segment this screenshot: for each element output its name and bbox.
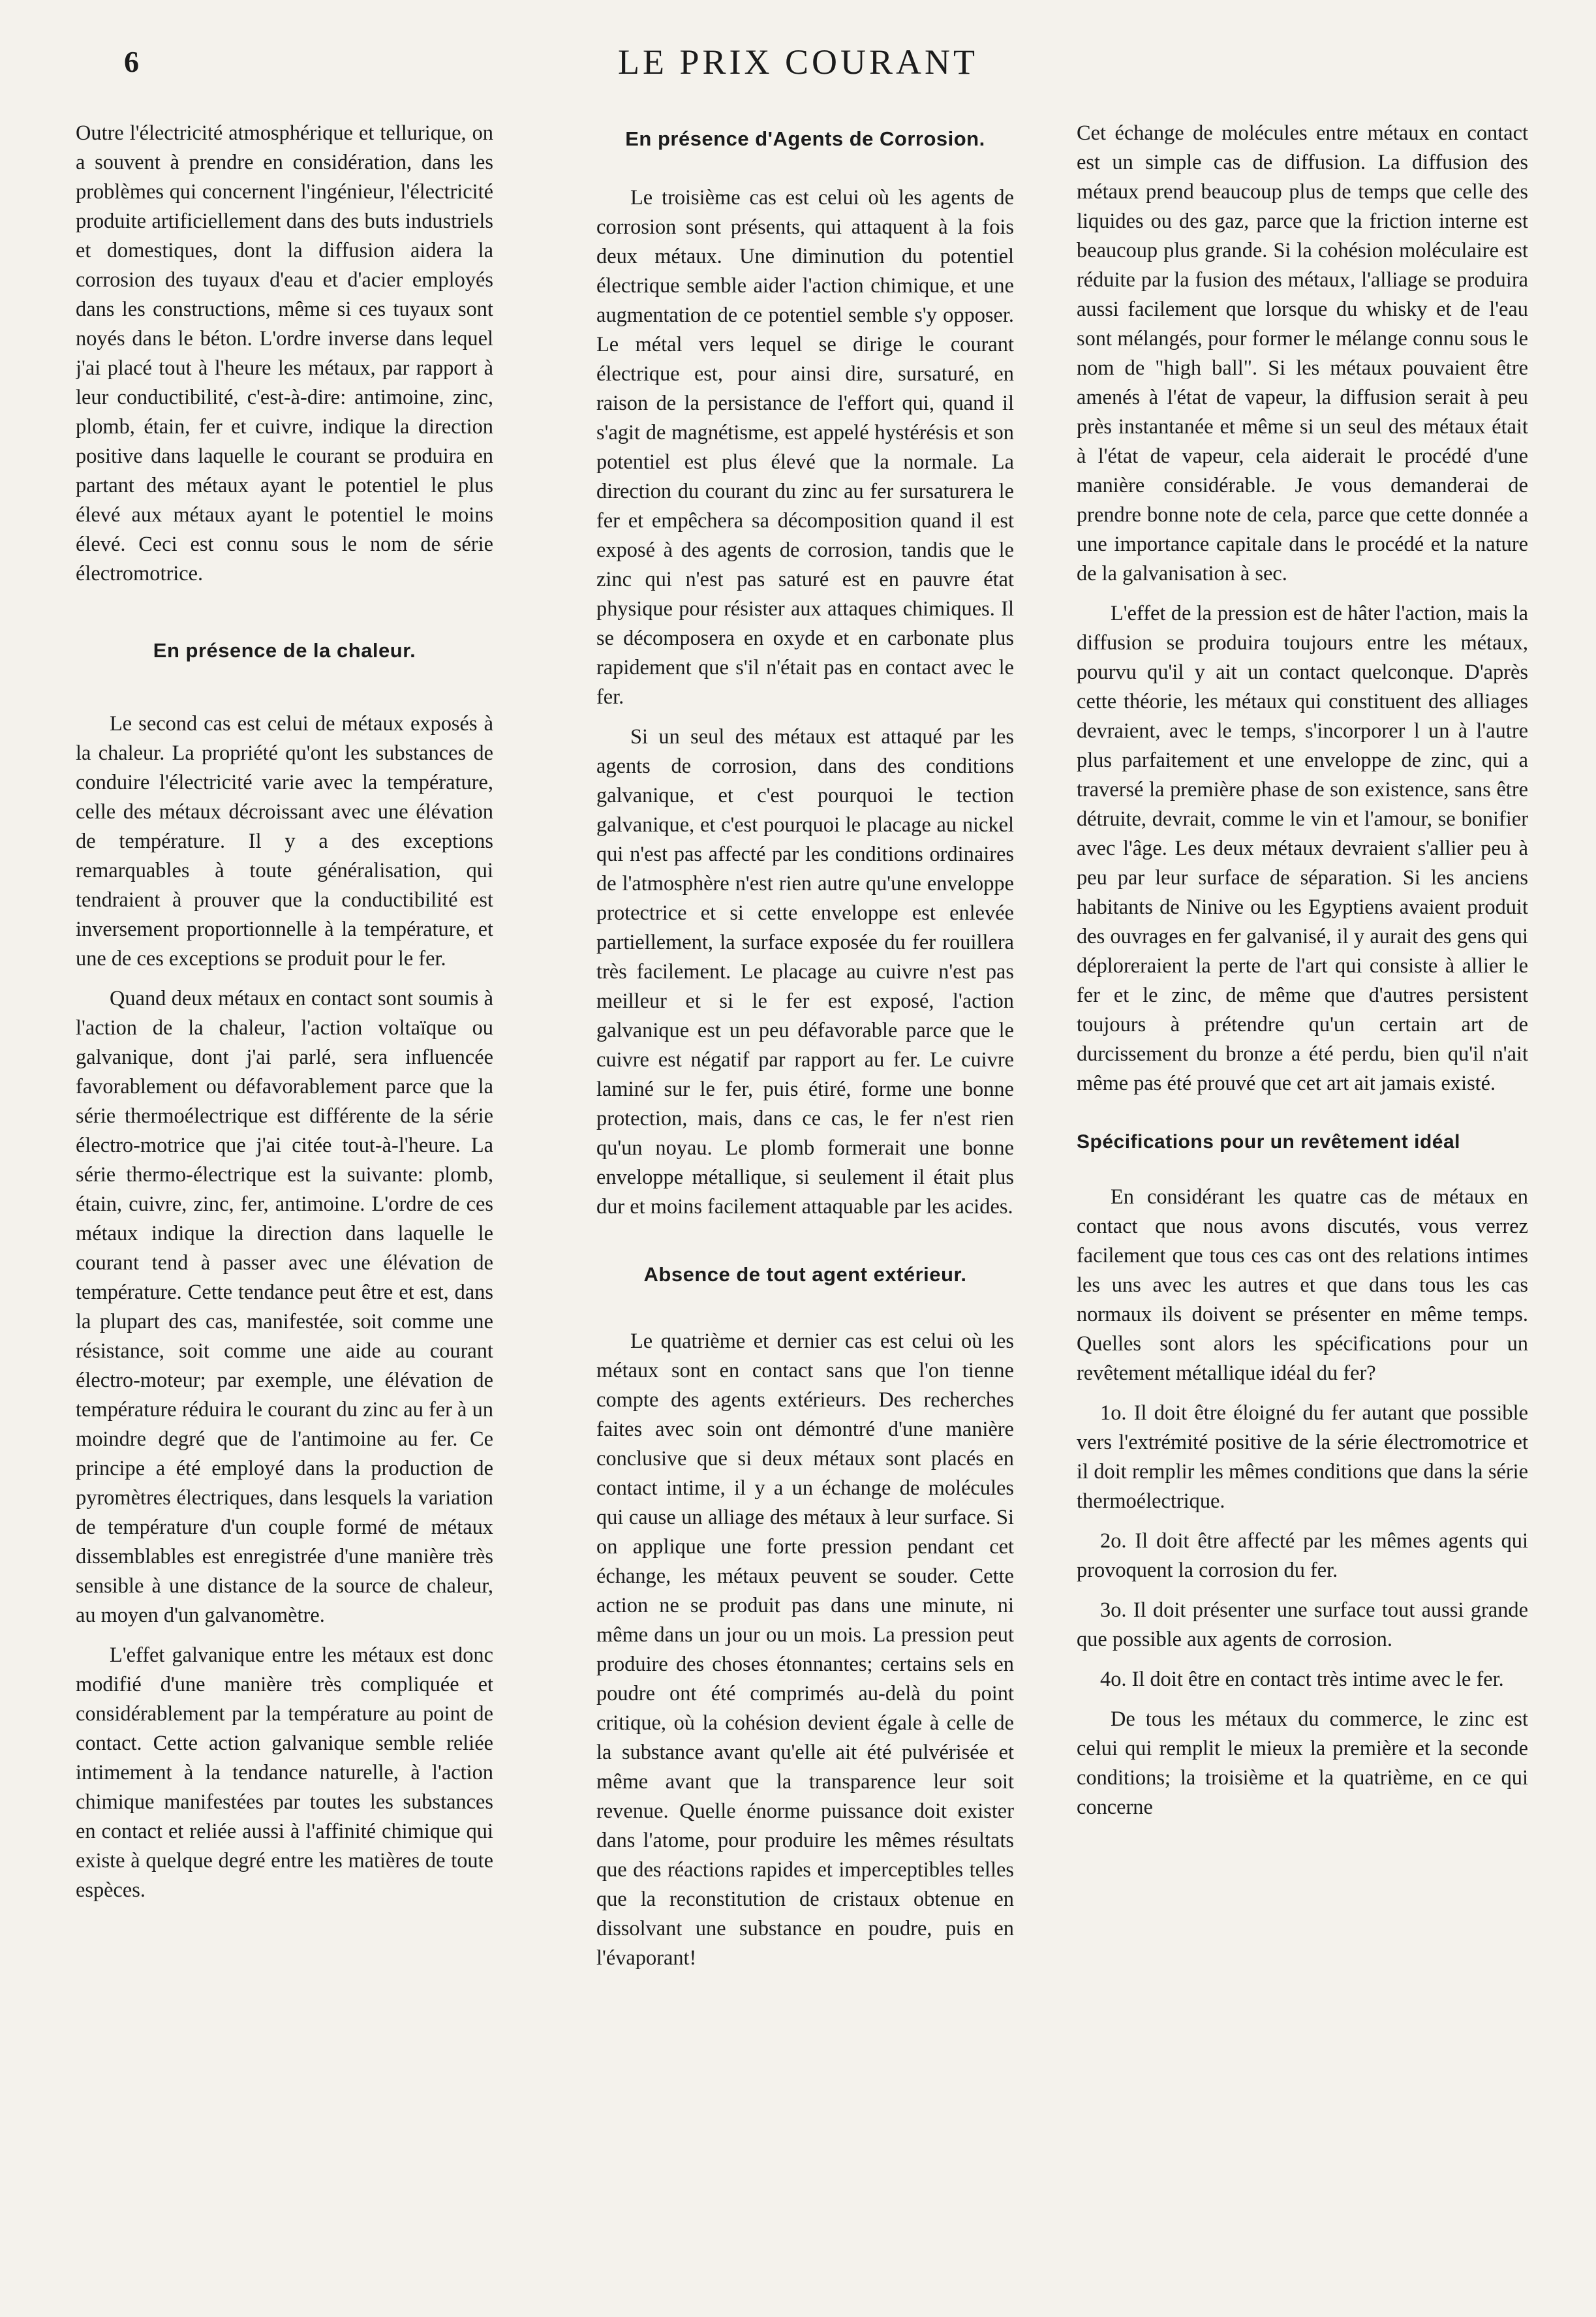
paragraph: Cet échange de molécules entre métaux en contact est un simple cas de diffusion. La diffusion des métaux prend beaucoup plus de temps que celle des liquides ou des gaz, parce que la friction interne est beaucoup plus grande. Si la cohésion moléculaire est réduite par la fusion des métaux, l'alliage se produira aussi facilement que lorsque du whisky et de l'eau sont mélangés, pour former le mélange connu sous le nom de "high ball". Si les métaux pouvaient être amenés à l'état de vapeur, la diffusion serait à peu près instantanée et même si un seul des métaux était à l'état de vapeur, cela aiderait le procédé d'une manière considérable. Je vous demanderai de prendre bonne note de cela, parce que cette donnée a une importance capitale dans le procédé et la nature de la galvanisation à sec.: [1077, 121, 1528, 585]
list-item: 4o. Il doit être en contact très intime avec le fer.: [1100, 1668, 1504, 1691]
section-heading-specifications: Spécifications pour un revêtement idéal: [1077, 1131, 1460, 1153]
section-heading-heat: En présence de la chaleur.: [153, 639, 416, 662]
paragraph: Quand deux métaux en contact sont soumis à l'action de la chaleur, l'action voltaïque ou galvanique, dont j'ai parlé, sera influencée favorablement ou défavorablement parce que la série thermoélectrique est différente de la série électro-motrice que j'ai citée tout-à-l'heure. La série thermo-électrique est la suivante: plomb, étain, cuivre, zinc, fer, antimoine. L'ordre de ces métaux indique la direction dans laquelle le courant tend à passer avec une élévation de température. Cette tendance peut être et est, dans la plupart des cas, manifestée, soit comme une résistance, soit comme une aide au courant électro-moteur; par exemple, une élévation de température réduira le courant du zinc au fer à un moindre degré que de l'antimoine au fer. Ce principe a été employé dans la production de pyromètres électriques, dans lesquels la variation de température d'un couple formé de métaux dissemblables est enregistrée d'une manière très sensible à une distance de la source de chaleur, au moyen d'un galvanomètre.: [76, 987, 493, 1627]
column-middle: [596, 119, 1014, 2286]
section-heading-corrosion: En présence d'Agents de Corrosion.: [625, 127, 985, 150]
running-title: LE PRIX COURANT: [617, 42, 978, 82]
specification-list: [1077, 1399, 1528, 1694]
column-right: [1077, 119, 1528, 2286]
page-header: [0, 0, 1596, 124]
paragraph: De tous les métaux du commerce, le zinc est celui qui remplit le mieux la première et la seconde conditions; la troisième et la quatrième, en ce qui concerne: [1077, 1707, 1528, 1819]
list-item: 2o. Il doit être affecté par les mêmes agents qui provoquent la corrosion du fer.: [1077, 1529, 1528, 1582]
paragraph: Le second cas est celui de métaux exposés à la chaleur. La propriété qu'ont les substances de conduire l'électricité varie avec la température, celle des métaux décroissant avec une élévation de température. Il y a des exceptions remarquables à toute généralisation, qui tendraient à prouver que la conductibilité est inversement proportionnelle à la température, et une de ces exceptions se produit pour le fer.: [76, 712, 493, 971]
section-heading-no-agent: Absence de tout agent extérieur.: [643, 1263, 967, 1286]
page-number: 6: [124, 45, 139, 78]
paragraph: L'effet galvanique entre les métaux est donc modifié d'une manière très compliquée et considérablement par la température au point de contact. Cette action galvanique semble reliée intimement à la tendance naturelle, à l'action chimique manifestées par toutes les substances en contact et reliée aussi à l'affinité chimique qui existe à quelque degré entre les matières de toute espèces.: [76, 1643, 493, 1902]
list-item: 1o. Il doit être éloigné du fer autant que possible vers l'extrémité positive de la série électromotrice et il doit remplir les mêmes conditions que dans la série thermoélectrique.: [1077, 1401, 1528, 1513]
list-item: 3o. Il doit présenter une surface tout aussi grande que possible aux agents de corrosion.: [1077, 1598, 1528, 1651]
paragraph: Le quatrième et dernier cas est celui où les métaux sont en contact sans que l'on tienne compte des agents extérieurs. Des recherches faites avec soin ont démontré d'une manière conclusive que si deux métaux sont placés en contact intime, il y a un échange de molécules qui cause un alliage des métaux à leur surface. Si on applique une forte pression pendant cet échange, les métaux peuvent se souder. Cette action ne se produit pas dans une minute, ni même dans un jour ou un mois. La pression peut produire des choses étonnantes; certains sels en poudre ont été comprimés au-delà du point critique, où la cohésion devient égale à celle de la substance avant qu'elle ait été pulvérisée et même avant que la transparence leur soit revenue. Quelle énorme puissance doit exister dans l'atome, pour produire les mêmes résultats que des réactions rapides et imperceptibles telles que la reconstitution de cristaux obtenue en dissolvant une substance en poudre, puis en l'évaporant!: [596, 1330, 1014, 1970]
column-left: [76, 119, 493, 2286]
paragraph: Si un seul des métaux est attaqué par les agents de corrosion, dans des conditions galvanique, et c'est pourquoi le tection galvanique, et c'est pourquoi le placage au nickel qui n'est pas affecté par les conditions ordinaires de l'atmosphère n'est rien autre qu'une enveloppe protectrice et si cette enveloppe est enlevée partiellement, la surface exposée du fer rouillera très facilement. Le placage au cuivre n'est pas meilleur et si le fer est exposé, l'action galvanique est un peu défavorable parce que le cuivre est négatif par rapport au fer. Le cuivre laminé sur le fer, puis étiré, forme une bonne protection, mais, dans ce cas, le fer n'est rien qu'un noyau. Le plomb formerait une bonne enveloppe métallique, si seulement il était plus dur et moins facilement attaquable par les acides.: [596, 725, 1014, 1219]
paragraph: Outre l'électricité atmosphérique et tellurique, on a souvent à prendre en considération, dans les problèmes qui concernent l'ingénieur, l'électricité produite artificiellement dans des buts industriels et domestiques, dont la diffusion aidera la corrosion des tuyaux d'eau et d'acier employés dans les constructions, même si ces tuyaux sont noyés dans le béton. L'ordre inverse dans lequel j'ai placé tout à l'heure les métaux, par rapport à leur conductibilité, c'est-à-dire: antimoine, zinc, plomb, étain, fer et cuivre, indique la direction positive dans laquelle le courant se produira en partant des métaux ayant le potentiel le plus élevé aux métaux ayant le potentiel le moins élevé. Ceci est connu sous le nom de série électromotrice.: [76, 121, 493, 585]
paragraph: L'effet de la pression est de hâter l'action, mais la diffusion se produira toujours entre les métaux, pourvu qu'il y ait un contact quelconque. D'après cette théorie, les métaux qui constituent des alliages devraient, avec le temps, s'incorporer l un à l'autre plus parfaitement et une enveloppe de zinc, qui a traversé la première phase de son existence, sans être détruite, devrait, comme le vin et l'amour, se bonifier avec l'âge. Les deux métaux devraient s'allier peu à peu par leur surface de séparation. Si les anciens habitants de Ninive ou les Egyptiens avaient produit des ouvrages en fer galvanisé, il y aurait des gens qui déploreraient la perte de l'art qui consiste à allier le fer et le zinc, de même que d'autres persistent toujours à prétendre qu'un certain art de durcissement du bronze a été perdu, bien qu'il n'ait même pas été prouvé que cet art ait jamais existé.: [1077, 602, 1528, 1095]
paragraph: Le troisième cas est celui où les agents de corrosion sont présents, qui attaquent à la fois deux métaux. Une diminution du potentiel électrique semble aider l'action chimique, et une augmentation de ce potentiel semble s'y opposer. Le métal vers lequel se dirige le courant électrique est, pour ainsi dire, sursaturé, en raison de la persistance de l'effort qui, quand il s'agit de magnétisme, est appelé hystérésis et son potentiel est plus élevé que la normale. La direction du courant du zinc au fer sursaturera le fer et empêchera sa décomposition quand il est exposé à des agents de corrosion, tandis que le zinc qui n'est pas saturé est en pauvre état physique pour résister aux attaques chimiques. Il se décomposera en oxyde et en carbonate plus rapidement que s'il n'était pas en contact avec le fer.: [596, 186, 1014, 709]
paragraph: En considérant les quatre cas de métaux en contact que nous avons discutés, vous verrez facilement que tous ces cas ont des relations intimes les uns avec les autres et que dans tous les cas normaux ils doivent se présenter en même temps. Quelles sont alors les spécifications pour un revêtement métallique idéal du fer?: [1077, 1185, 1528, 1385]
